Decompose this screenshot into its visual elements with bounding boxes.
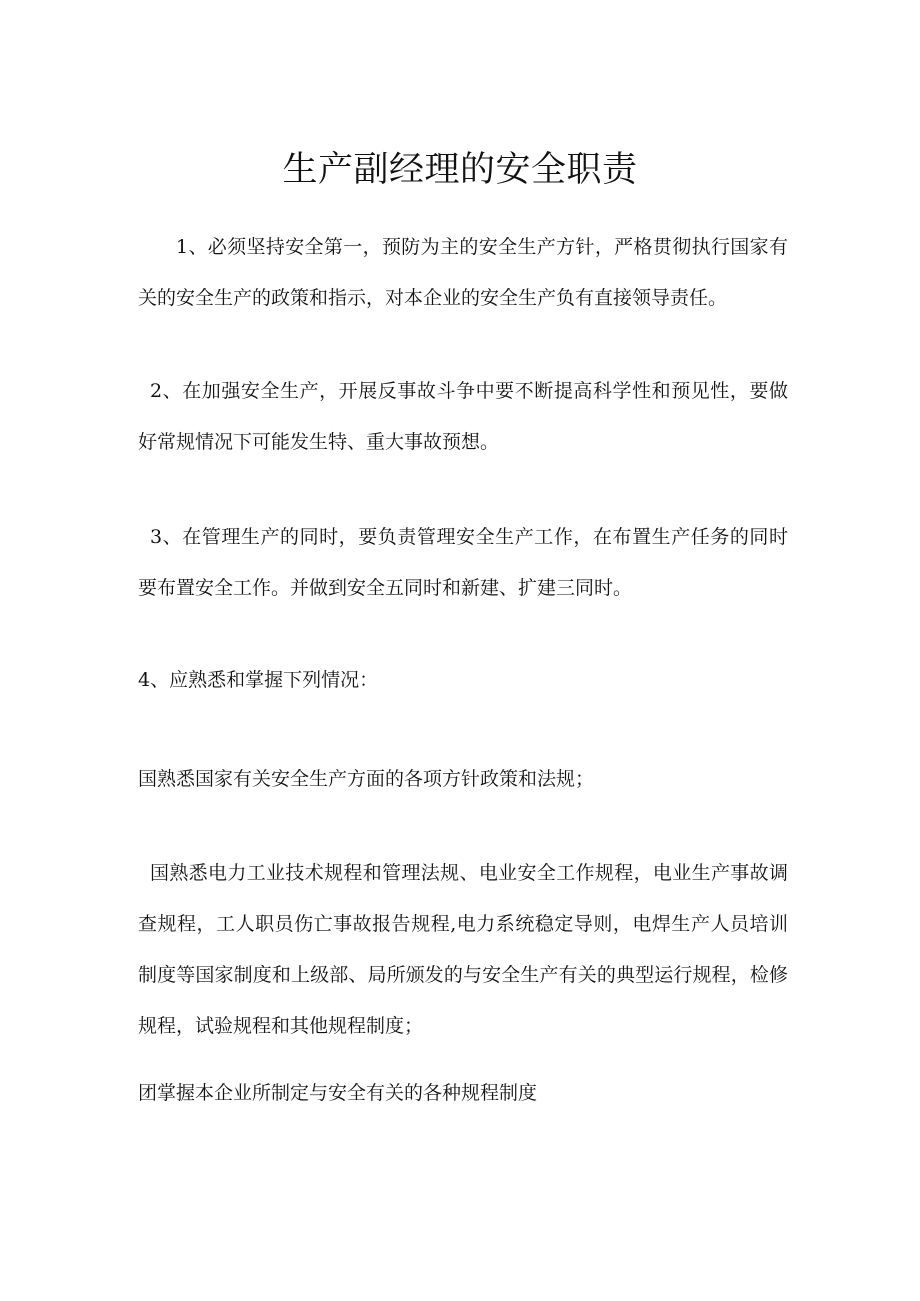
paragraph-1: 1、必须坚持安全第一，预防为主的安全生产方针，严格贯彻执行国家有关的安全生产的政策和指示，对本企业的安全生产负有直接领导责任。 xyxy=(138,236,788,309)
page-title: 生产副经理的安全职责 xyxy=(282,150,638,190)
paragraph-7: 团掌握本企业所制定与安全有关的各种规程制度 xyxy=(138,1082,538,1104)
paragraph-4: 4、应熟悉和掌握下列情况： xyxy=(138,669,379,691)
paragraph-6: 国熟悉电力工业技术规程和管理法规、电业安全工作规程，电业生产事故调查规程，工人职员伤亡事故报告规程,电力系统稳定导则，电焊生产人员培训制度等国家制度和上级部、局所颁发的与安全生产有关的典型运行规程，检修规程，试验规程和其他规程制度； xyxy=(138,862,788,1037)
paragraph-2: 2、在加强安全生产，开展反事故斗争中要不断提高科学性和预见性，要做好常规情况下可能发生特、重大事故预想。 xyxy=(138,380,788,453)
paragraph-3: 3、在管理生产的同时，要负责管理安全生产工作，在布置生产任务的同时要布置安全工作。并做到安全五同时和新建、扩建三同时。 xyxy=(138,526,788,599)
paragraph-5: 国熟悉国家有关安全生产方面的各项方针政策和法规； xyxy=(138,768,595,790)
